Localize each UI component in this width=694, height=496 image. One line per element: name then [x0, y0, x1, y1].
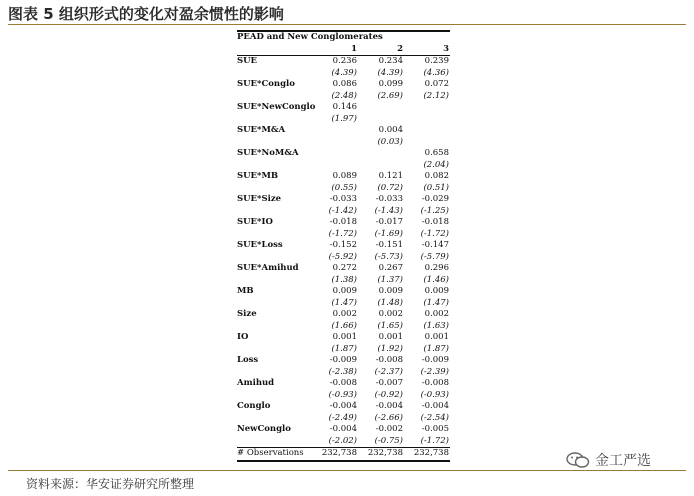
table-header-row: [237, 44, 450, 56]
coef-cell: 0.002: [424, 309, 449, 319]
coef-cell: -0.151: [375, 240, 403, 250]
table-row-tstat: [237, 344, 450, 356]
row-label: SUE*M&A: [237, 125, 286, 135]
table-row-tstat: [237, 436, 450, 448]
coef-cell: -0.018: [421, 217, 449, 227]
row-label: Loss: [237, 355, 259, 365]
coef-cell: 0.146: [332, 102, 357, 112]
table-row: [237, 194, 450, 206]
coef-cell: [357, 148, 403, 160]
table-row: [237, 263, 450, 275]
observations-row: [237, 448, 450, 460]
coef-cell: -0.002: [375, 424, 403, 434]
tstat-cell: (-2.54): [420, 412, 449, 423]
coef-cell: -0.152: [329, 240, 357, 250]
watermark-text: 金工严选: [595, 453, 651, 469]
tstat-cell: (-2.02): [328, 435, 357, 446]
row-label: SUE*Size: [237, 194, 282, 204]
tstat-cell: (-2.66): [374, 412, 403, 423]
observations-value: 232,738: [413, 448, 449, 458]
tstat-cell: [403, 137, 449, 149]
column-header: 3: [443, 43, 449, 54]
table-row: [237, 309, 450, 321]
tstat-cell: (-1.72): [420, 435, 449, 446]
coef-cell: 0.086: [332, 79, 357, 89]
tstat-cell: (-5.79): [420, 251, 449, 262]
tstat-cell: [403, 114, 449, 126]
coef-cell: [311, 125, 357, 137]
table-row: [237, 125, 450, 137]
row-label-blank: [237, 229, 311, 241]
table-row: [237, 401, 450, 413]
row-label-blank: [237, 206, 311, 218]
coef-cell: [357, 102, 403, 114]
tstat-cell: (0.55): [331, 182, 357, 193]
coef-cell: 0.082: [424, 171, 449, 181]
row-label-blank: [237, 114, 311, 126]
table-row-tstat: [237, 160, 450, 172]
row-label: MB: [237, 286, 254, 296]
table-row: [237, 286, 450, 298]
coef-cell: 0.009: [332, 286, 357, 296]
coef-cell: 0.272: [332, 263, 357, 273]
table-row-tstat: [237, 137, 450, 149]
coef-cell: -0.029: [421, 194, 449, 204]
row-label: Size: [237, 309, 257, 319]
row-label-blank: [237, 344, 311, 356]
coef-cell: 0.089: [332, 171, 357, 181]
tstat-cell: (1.66): [331, 320, 357, 331]
coef-cell: 0.002: [378, 309, 403, 319]
title-divider: [8, 24, 686, 25]
tstat-cell: (1.92): [377, 343, 403, 354]
coef-cell: -0.008: [421, 378, 449, 388]
table-row-tstat: [237, 114, 450, 126]
tstat-cell: (-5.73): [374, 251, 403, 262]
coef-cell: -0.009: [329, 355, 357, 365]
tstat-cell: (-0.75): [374, 435, 403, 446]
coef-cell: 0.072: [424, 79, 449, 89]
coef-cell: -0.005: [421, 424, 449, 434]
row-label-blank: [237, 413, 311, 425]
tstat-cell: (1.47): [423, 297, 449, 308]
tstat-cell: (2.12): [423, 90, 449, 101]
coef-cell: -0.009: [421, 355, 449, 365]
tstat-cell: (-2.38): [328, 366, 357, 377]
tstat-cell: (2.04): [423, 159, 449, 170]
tstat-cell: (-1.72): [420, 228, 449, 239]
tstat-cell: (1.97): [331, 113, 357, 124]
table-row: [237, 102, 450, 114]
tstat-cell: (0.51): [423, 182, 449, 193]
observations-label: # Observations: [237, 448, 304, 458]
row-label: SUE*Conglo: [237, 79, 295, 89]
table-row-tstat: [237, 298, 450, 310]
wechat-icon: [566, 452, 590, 468]
tstat-cell: (-1.72): [328, 228, 357, 239]
coef-cell: -0.017: [375, 217, 403, 227]
tstat-cell: (1.87): [331, 343, 357, 354]
coef-cell: -0.004: [421, 401, 449, 411]
tstat-cell: (1.38): [331, 274, 357, 285]
table-row-tstat: [237, 252, 450, 264]
tstat-cell: (-1.42): [328, 205, 357, 216]
table-row-tstat: [237, 390, 450, 402]
table-row-tstat: [237, 183, 450, 195]
tstat-cell: [311, 160, 357, 172]
table-row-tstat: [237, 367, 450, 379]
row-label: SUE: [237, 56, 258, 66]
column-header: 1: [351, 43, 357, 54]
table-title: PEAD and New Conglomerates: [237, 32, 383, 42]
coef-cell: -0.033: [329, 194, 357, 204]
tstat-cell: (1.48): [377, 297, 403, 308]
table-row-tstat: [237, 68, 450, 80]
tstat-cell: (0.03): [377, 136, 403, 147]
row-label-blank: [237, 68, 311, 80]
row-label: SUE*NewConglo: [237, 102, 316, 112]
coef-cell: [403, 102, 449, 114]
tstat-cell: (4.39): [331, 67, 357, 78]
tstat-cell: (2.48): [331, 90, 357, 101]
coef-cell: -0.004: [329, 401, 357, 411]
observations-value: 232,738: [321, 448, 357, 458]
row-label-blank: [237, 183, 311, 195]
table-row-tstat: [237, 321, 450, 333]
coef-cell: -0.007: [375, 378, 403, 388]
coef-cell: -0.008: [375, 355, 403, 365]
tstat-cell: (1.63): [423, 320, 449, 331]
coef-cell: 0.001: [424, 332, 449, 342]
coef-cell: -0.018: [329, 217, 357, 227]
row-label: SUE*IO: [237, 217, 273, 227]
tstat-cell: (1.47): [331, 297, 357, 308]
tstat-cell: (-2.49): [328, 412, 357, 423]
table-body: [237, 56, 450, 447]
coef-cell: 0.267: [378, 263, 403, 273]
tstat-cell: (4.36): [423, 67, 449, 78]
observations-value: 232,738: [367, 448, 403, 458]
row-label-blank: [237, 298, 311, 310]
row-label-blank: [237, 390, 311, 402]
coef-cell: [403, 125, 449, 137]
coef-cell: -0.004: [375, 401, 403, 411]
tstat-cell: (-1.43): [374, 205, 403, 216]
coef-cell: 0.009: [424, 286, 449, 296]
table-row-tstat: [237, 275, 450, 287]
tstat-cell: (2.69): [377, 90, 403, 101]
table-row: [237, 355, 450, 367]
coef-cell: 0.002: [332, 309, 357, 319]
tstat-cell: (-1.69): [374, 228, 403, 239]
coef-cell: -0.004: [329, 424, 357, 434]
tstat-cell: (4.39): [377, 67, 403, 78]
coef-cell: 0.099: [378, 79, 403, 89]
row-label: IO: [237, 332, 249, 342]
coef-cell: 0.296: [424, 263, 449, 273]
tstat-cell: (-1.25): [420, 205, 449, 216]
row-label-blank: [237, 137, 311, 149]
tstat-cell: (1.87): [423, 343, 449, 354]
tstat-cell: (-0.93): [420, 389, 449, 400]
table-row-tstat: [237, 91, 450, 103]
tstat-cell: (-5.92): [328, 251, 357, 262]
coef-cell: 0.239: [424, 56, 449, 66]
coef-cell: 0.658: [424, 148, 449, 158]
table-row: [237, 240, 450, 252]
table-row: [237, 332, 450, 344]
tstat-cell: (1.65): [377, 320, 403, 331]
table-bottom-rule: [237, 460, 450, 462]
header-label-cell: [237, 44, 311, 56]
tstat-cell: (-0.93): [328, 389, 357, 400]
figure-title: 图表 5 组织形式的变化对盈余惯性的影响: [8, 5, 284, 23]
coef-cell: 0.004: [378, 125, 403, 135]
coef-cell: 0.001: [332, 332, 357, 342]
tstat-cell: (-0.92): [374, 389, 403, 400]
tstat-cell: [311, 137, 357, 149]
tstat-cell: (1.37): [377, 274, 403, 285]
table-row: [237, 56, 450, 68]
tstat-cell: (0.72): [377, 182, 403, 193]
coef-cell: 0.121: [378, 171, 403, 181]
row-label: SUE*NoM&A: [237, 148, 299, 158]
coef-cell: [311, 148, 357, 160]
source-note: 资料来源：华安证券研究所整理: [26, 477, 195, 491]
coef-cell: -0.033: [375, 194, 403, 204]
row-label: Conglo: [237, 401, 271, 411]
tstat-cell: [357, 114, 403, 126]
tstat-cell: (-2.39): [420, 366, 449, 377]
tstat-cell: (-2.37): [374, 366, 403, 377]
watermark: [566, 451, 651, 469]
table-row: [237, 424, 450, 436]
coef-cell: 0.234: [378, 56, 403, 66]
row-label-blank: [237, 275, 311, 287]
coef-cell: -0.008: [329, 378, 357, 388]
row-label: SUE*MB: [237, 171, 279, 181]
table-row: [237, 217, 450, 229]
regression-table: [237, 30, 450, 462]
row-label-blank: [237, 252, 311, 264]
tstat-cell: [357, 160, 403, 172]
coef-cell: -0.147: [421, 240, 449, 250]
table-row: [237, 79, 450, 91]
row-label: Amihud: [237, 378, 275, 388]
table-row-tstat: [237, 229, 450, 241]
coef-cell: 0.001: [378, 332, 403, 342]
row-label-blank: [237, 436, 311, 448]
row-label: NewConglo: [237, 424, 291, 434]
table-row-tstat: [237, 206, 450, 218]
row-label: SUE*Loss: [237, 240, 283, 250]
tstat-cell: (1.46): [423, 274, 449, 285]
table-row: [237, 378, 450, 390]
table-row: [237, 171, 450, 183]
coef-cell: 0.009: [378, 286, 403, 296]
row-label-blank: [237, 91, 311, 103]
coef-cell: 0.236: [332, 56, 357, 66]
row-label-blank: [237, 367, 311, 379]
source-divider: [8, 470, 686, 471]
column-header: 2: [397, 43, 403, 54]
row-label-blank: [237, 321, 311, 333]
row-label-blank: [237, 160, 311, 172]
table-row-tstat: [237, 413, 450, 425]
row-label: SUE*Amihud: [237, 263, 299, 273]
table-row: [237, 148, 450, 160]
